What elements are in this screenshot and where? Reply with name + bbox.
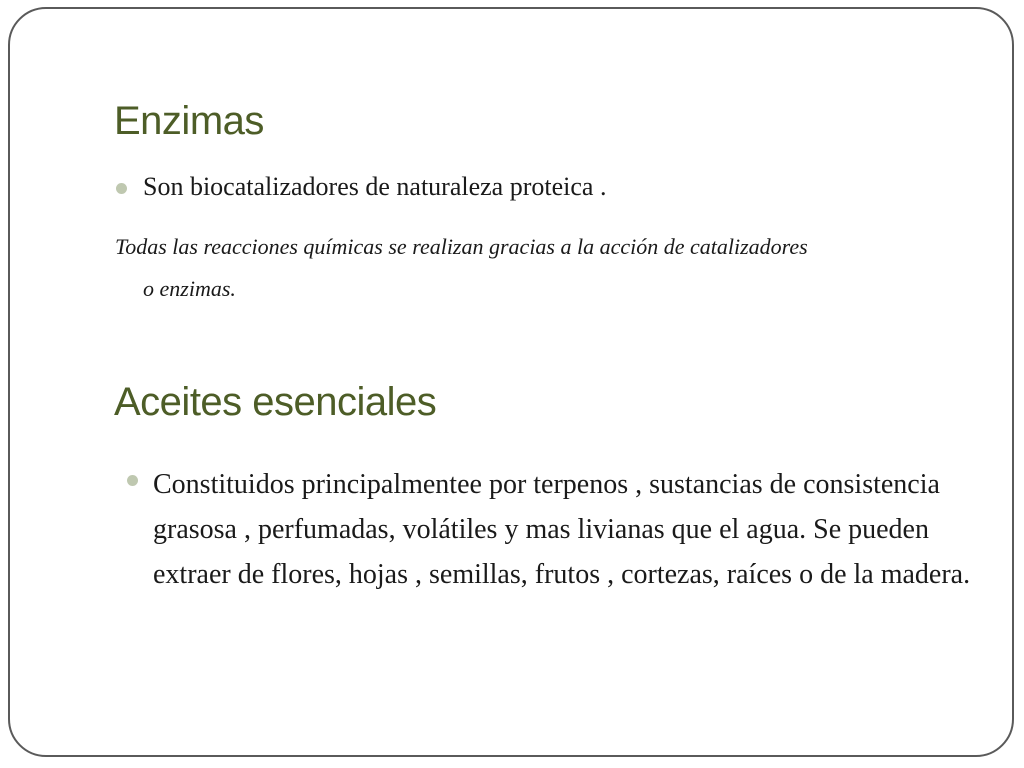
italic-note-line2: o enzimas. bbox=[143, 276, 236, 301]
bullet-text-aceites: Constituidos principalmentee por terpenos , sustancias de consistencia grasosa , perfumadas, volátiles y mas livianas que el agua. Se pueden extraer de flores, hojas , semillas, frutos , cortezas, raíces o de la madera. bbox=[153, 469, 971, 590]
italic-note bbox=[115, 226, 985, 310]
section-title-aceites: Aceites esenciales bbox=[114, 380, 437, 424]
bullet-dot-icon bbox=[127, 475, 138, 486]
section-title-enzimas: Enzimas bbox=[114, 99, 264, 143]
italic-note-line1: Todas las reacciones químicas se realizan gracias a la acción de catalizadores bbox=[115, 234, 808, 259]
bullet-dot-icon bbox=[116, 183, 127, 194]
bullet-text-enzimas: Son biocatalizadores de naturaleza proteica . bbox=[143, 172, 607, 201]
